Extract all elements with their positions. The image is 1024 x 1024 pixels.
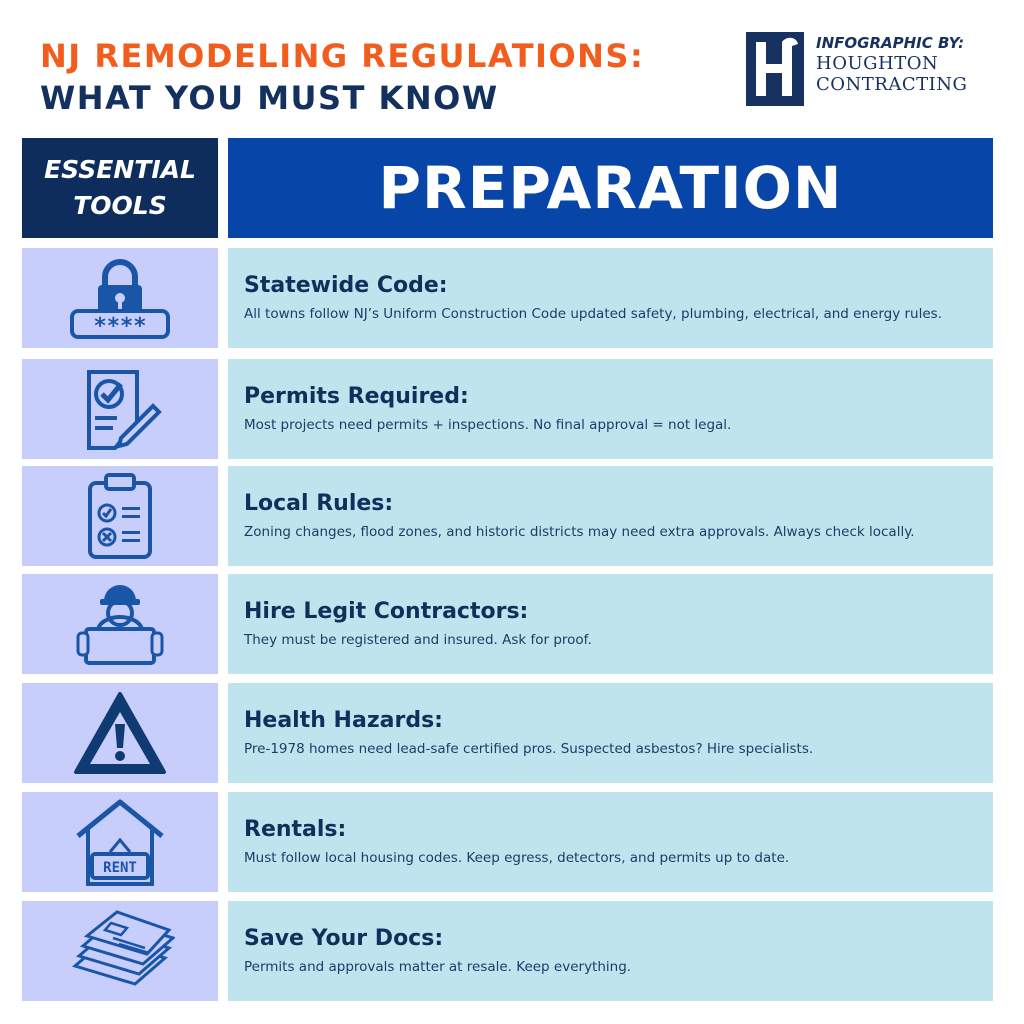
table-row (0, 792, 1024, 892)
password-mask-text: **** (93, 314, 147, 339)
row-description: Pre-1978 homes need lead-safe certified pros. Suspected asbestos? Hire specialists. (244, 740, 814, 757)
icon-cell (22, 574, 218, 674)
row-description: They must be registered and insured. Ask for proof. (244, 631, 592, 648)
row-title: Statewide Code: (244, 272, 448, 298)
table-row (0, 359, 1024, 459)
text-cell (228, 683, 993, 783)
table-row (0, 466, 1024, 566)
essential-tools-header (22, 138, 218, 238)
title-line-1: NJ REMODELING REGULATIONS: (40, 37, 645, 75)
essential-tools-line-2: TOOLS (73, 191, 167, 220)
text-cell (228, 248, 993, 348)
infographic-by-label: INFOGRAPHIC BY: (816, 34, 965, 52)
text-cell (228, 574, 993, 674)
rent-sign-text: RENT (103, 860, 137, 876)
warning-triangle-icon (70, 688, 170, 778)
icon-cell (22, 359, 218, 459)
title-line-2: WHAT YOU MUST KNOW (40, 79, 499, 117)
row-title: Rentals: (244, 816, 347, 842)
preparation-header (228, 138, 993, 238)
row-description: Must follow local housing codes. Keep egress, detectors, and permits up to date. (244, 849, 790, 866)
password-lock-icon (60, 253, 180, 343)
icon-cell (22, 683, 218, 783)
row-title: Permits Required: (244, 383, 469, 409)
row-description: All towns follow NJ’s Uniform Construction Code updated safety, plumbing, electrical, and energy rules. (244, 305, 942, 322)
approved-document-icon (75, 364, 165, 454)
house-rent-sign-icon (70, 796, 170, 888)
page-title (40, 36, 644, 120)
row-description: Zoning changes, flood zones, and historic districts may need extra approvals. Always check locally. (244, 523, 915, 540)
preparation-label: PREPARATION (378, 154, 843, 222)
row-title: Health Hazards: (244, 707, 443, 733)
essential-tools-line-1: ESSENTIAL (44, 155, 196, 184)
contractor-sign-icon (70, 579, 170, 669)
row-description: Most projects need permits + inspections. No final approval = not legal. (244, 416, 732, 433)
icon-cell (22, 466, 218, 566)
text-cell (228, 901, 993, 1001)
checklist-clipboard-icon (80, 471, 160, 561)
document-stack-icon (65, 906, 175, 996)
row-title: Hire Legit Contractors: (244, 598, 529, 624)
brand-name-line-1: HOUGHTON (816, 53, 939, 74)
row-title: Save Your Docs: (244, 925, 444, 951)
icon-cell (22, 248, 218, 348)
table-row (0, 248, 1024, 348)
table-row (0, 901, 1024, 1001)
row-description: Permits and approvals matter at resale. Keep everything. (244, 958, 632, 975)
brand-block (746, 32, 996, 108)
text-cell (228, 359, 993, 459)
table-row (0, 574, 1024, 674)
text-cell (228, 466, 993, 566)
icon-cell (22, 792, 218, 892)
row-title: Local Rules: (244, 490, 394, 516)
icon-cell (22, 901, 218, 1001)
text-cell (228, 792, 993, 892)
houghton-logo-icon (746, 32, 804, 106)
table-row (0, 683, 1024, 783)
brand-name-line-2: CONTRACTING (816, 74, 968, 95)
